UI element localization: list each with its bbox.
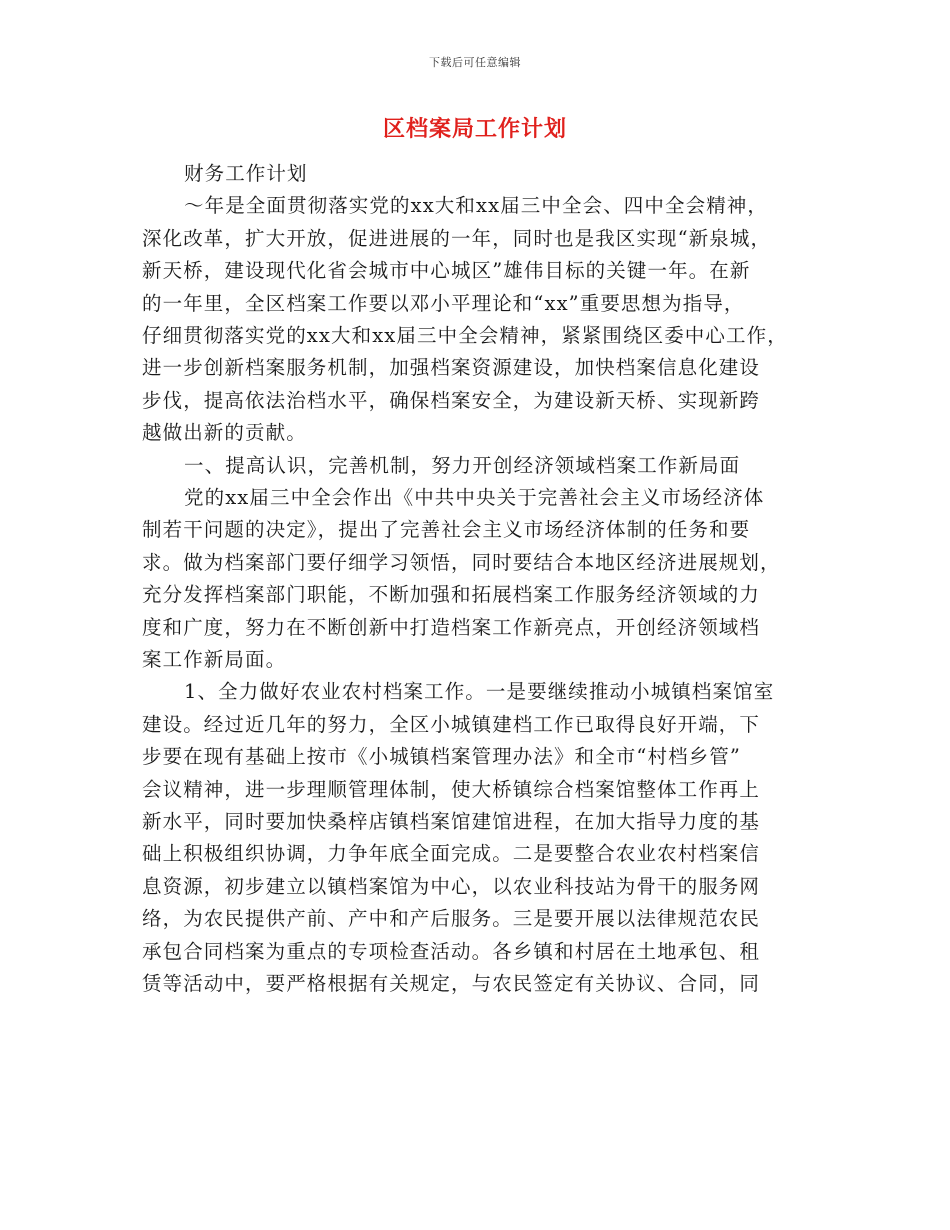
body-line: 息资源，初步建立以镇档案馆为中心，以农业科技站为骨干的服务网 bbox=[142, 874, 761, 898]
body-line: 的一年里，全区档案工作要以邓小平理论和“xx”重要思想为指导， bbox=[142, 291, 745, 315]
body-line: 步伐，提高依法治档水平，确保档案安全，为建设新天桥、实现新跨 bbox=[142, 388, 761, 412]
body-line: 会议精神，进一步理顺管理体制，使大桥镇综合档案馆整体工作再上 bbox=[142, 777, 761, 801]
body-line: 深化改革，扩大开放，促进进展的一年，同时也是我区实现“新泉城， bbox=[142, 226, 772, 250]
body-line: 案工作新局面。 bbox=[142, 648, 287, 671]
body-line: ～年是全面贯彻落实党的xx大和xx届三中全会、四中全会精神， bbox=[184, 194, 768, 218]
body-line: 越做出新的贡献。 bbox=[142, 421, 307, 445]
page-header: 下载后可任意编辑 bbox=[429, 56, 521, 69]
body-line: 1、全力做好农业农村档案工作。一是要继续推动小城镇档案馆室 bbox=[184, 680, 775, 704]
body-line: 新天桥，建设现代化省会城市中心城区”雄伟目标的关键一年。在新 bbox=[142, 259, 751, 283]
body-line: 赁等活动中，要严格根据有关规定，与农民签定有关协议、合同，同 bbox=[142, 972, 761, 995]
document-title: 区档案局工作计划 bbox=[382, 117, 567, 142]
body-line: 度和广度，努力在不断创新中打造档案工作新亮点，开创经济领域档 bbox=[142, 615, 761, 639]
body-line: 步要在现有基础上按市《小城镇档案管理办法》和全市“村档乡管” bbox=[142, 745, 741, 769]
body-line: 建设。经过近几年的努力，全区小城镇建档工作已取得良好开端，下 bbox=[142, 712, 761, 736]
body-line: 充分发挥档案部门职能，不断加强和拓展档案工作服务经济领域的力 bbox=[142, 583, 761, 607]
body-line: 础上积极组织协调，力争年底全面完成。二是要整合农业农村档案信 bbox=[142, 842, 761, 866]
body-line: 一、提高认识，完善机制，努力开创经济领域档案工作新局面 bbox=[184, 453, 741, 477]
body-line: 求。做为档案部门要仔细学习领悟，同时要结合本地区经济进展规划， bbox=[142, 550, 781, 574]
body-line: 承包合同档案为重点的专项检查活动。各乡镇和村居在土地承包、租 bbox=[142, 939, 761, 963]
body-line: 党的xx届三中全会作出《中共中央关于完善社会主义市场经济体 bbox=[184, 486, 765, 509]
body-line: 财务工作计划 bbox=[184, 162, 308, 185]
body-line: 仔细贯彻落实党的xx大和xx届三中全会精神，紧紧围绕区委中心工作， bbox=[142, 324, 788, 347]
body-line: 络，为农民提供产前、产中和产后服务。三是要开展以法律规范农民 bbox=[142, 907, 761, 931]
body-line: 新水平，同时要加快桑梓店镇档案馆建馆进程，在加大指导力度的基 bbox=[142, 810, 761, 833]
body-line: 进一步创新档案服务机制，加强档案资源建设，加快档案信息化建设 bbox=[142, 356, 761, 380]
body-line: 制若干问题的决定》，提出了完善社会主义市场经济体制的任务和要 bbox=[142, 518, 751, 542]
